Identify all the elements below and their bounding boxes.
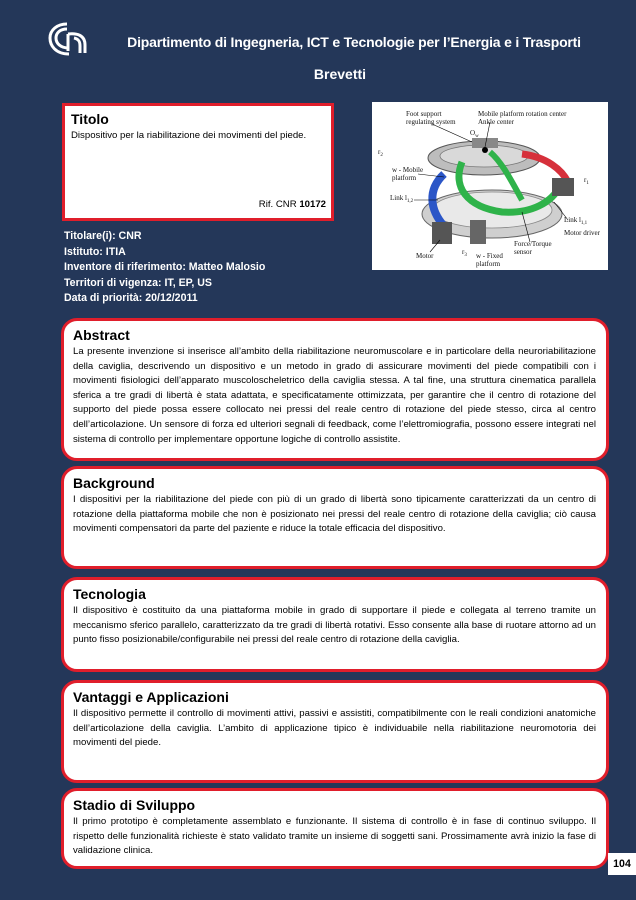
section-title: Brevetti	[313, 66, 367, 82]
vantaggi-heading: Vantaggi e Applicazioni	[73, 689, 229, 705]
titolo-heading: Titolo	[71, 111, 109, 127]
page-number: 104	[608, 853, 636, 875]
label-motor: Motor	[416, 252, 434, 260]
label-motor-driver: Motor driver	[564, 229, 600, 237]
inventore: Inventore di riferimento: Matteo Malosio	[64, 261, 266, 274]
vantaggi-text: Il dispositivo permette il controllo di movimenti attivi, passivi e assistiti, compatibilmente con le reali condizioni anatomiche dell’articolazione della caviglia. L’ambito di applicazione tipico è individuabile nella riabilitazione neuromotoria dei movimenti del piede.	[73, 708, 596, 749]
cnr-logo	[47, 21, 93, 57]
patent-meta	[64, 229, 265, 307]
label-regulating: regulating system	[406, 118, 456, 126]
stadio-heading: Stadio di Sviluppo	[73, 797, 196, 813]
label-mobile-platform: platform	[392, 174, 417, 182]
label-link-11: Link $l_{1,1}$	[564, 216, 588, 226]
label-r1: $r_1$	[584, 176, 589, 186]
tecnologia-heading: Tecnologia	[73, 586, 146, 602]
stadio-card	[61, 788, 609, 869]
label-ankle-center: Ankle center	[478, 118, 514, 126]
department-title: Dipartimento di Ingegneria, ICT e Tecnologie per l’Energia e i Trasporti	[127, 34, 581, 50]
label-r2: $r_2$	[378, 148, 383, 158]
label-r3: $r_3$	[462, 248, 467, 258]
data-priorita: Data di priorità: 20/12/2011	[64, 292, 198, 305]
tecnologia-text: Il dispositivo è costituito da una piattaforma mobile in grado di supportare il piede e collegata al terreno tramite un meccanismo sferico parallelo, caratterizzato da tre gradi di libertà rotativi. Esso consente alla base di ruotare attorno ad un punto fisso posizionabile/configurabile nei pressi del reale centro di rotazione della caviglia.	[73, 605, 596, 646]
label-fixed-platform: platform	[476, 260, 501, 268]
device-illustration	[372, 102, 608, 270]
label-rotation-center: Mobile platform rotation center	[478, 110, 567, 118]
rif-label: Rif. CNR	[258, 199, 297, 210]
titolo-text: Dispositivo per la riabilitazione dei movimenti del piede.	[71, 130, 307, 141]
label-sensor: sensor	[514, 248, 532, 256]
abstract-card	[61, 318, 609, 461]
label-force-torque: Force/Torque	[514, 240, 552, 248]
label-foot-support: Foot support	[406, 110, 442, 118]
label-link-12: Link $l_{1,2}$	[390, 194, 414, 204]
background-card	[61, 466, 609, 569]
istituto: Istituto: ITIA	[64, 245, 126, 258]
territori: Territori di vigenza: IT, EP, US	[64, 276, 212, 289]
label-w-fixed: w - Fixed	[476, 252, 503, 260]
stadio-text: Il primo prototipo è completamente assemblato e funzionante. Il sistema di controllo è in fase di continuo sviluppo. Il rispetto delle funzionalità richieste è stato validato tramite un insieme di soggetti sani. Prossimamente avrà inizio la fase di validazione clinica.	[73, 816, 596, 857]
vantaggi-card	[61, 680, 609, 783]
label-w-mobile: w - Mobile	[392, 166, 424, 174]
reference-number	[259, 199, 326, 210]
titolare: Titolare(i): CNR	[64, 230, 142, 242]
label-ow: $O_w$	[470, 129, 479, 139]
abstract-heading: Abstract	[73, 327, 130, 343]
background-text: I dispositivi per la riabilitazione del piede con più di un grado di libertà sono tipicamente caratterizzati da un centro di rotazione della piattaforma mobile che non è posizionato nei pressi del reale centro di rotazione della caviglia; ciò causa movimenti compensatori da parte del paziente e riduce la totale efficacia del dispositivo.	[73, 494, 596, 535]
device-figure	[372, 102, 608, 270]
background-heading: Background	[73, 475, 155, 491]
rif-number: 10172	[299, 199, 326, 210]
tecnologia-card	[61, 577, 609, 672]
abstract-text: La presente invenzione si inserisce all’ambito della riabilitazione neuromuscolare e in particolare della neuroriabilitazione della caviglia, descrivendo un dispositivo e un metodo in grado di assicurare movimenti del piede compatibili con i movimenti fisiologici dell’apparato muscoloscheletrico della caviglia stessa. A tal fine, una struttura cinematica parallela sferica a tre gradi di libertà è stata adattata, e specificatamente ottimizzata, per garantire che il centro di rotazione del supporto del piede possa essere collocato nei pressi del reale centro di rotazione del piede stesso, circa al centro dell’articolazione. Un sensore di forza ed ulteriori segnali di feedback, come l’elettromiografia, possono essere integrati nel sistema di controllo per implementare opportune logiche di controllo assistite.	[73, 346, 596, 445]
titolo-card	[62, 103, 334, 221]
